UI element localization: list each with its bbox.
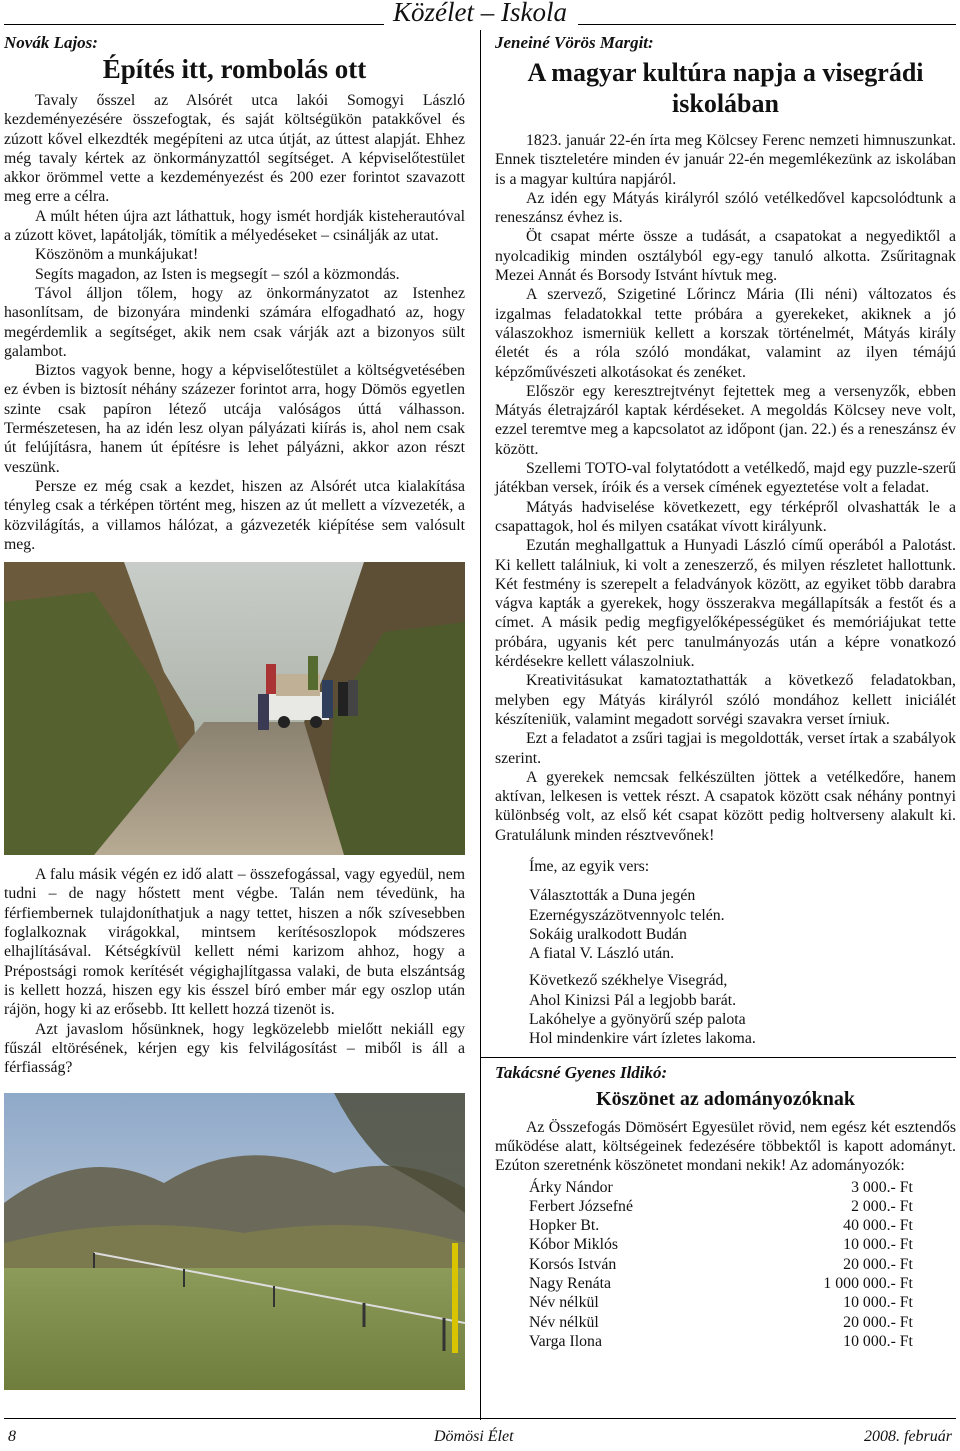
poem-line: A fiatal V. László után. — [529, 945, 675, 963]
poem-stanza — [529, 971, 956, 1048]
paragraph: Persze ez még csak a kezdet, hiszen az Alsórét utca kialakítása tényleg csak a térképen történt meg, hiszen az út mellett a vízvezeték, a közvilágítás, a villamos hálózat, a gázvezeték kiépítése sem valósult meg. — [4, 477, 465, 553]
section-rule — [481, 1057, 956, 1058]
poem-line: Választották a Duna jegén — [529, 887, 696, 905]
donor-amount: 20 000.- Ft — [843, 1255, 913, 1273]
donor-name: Árky Nándor — [529, 1178, 613, 1196]
donor-amount: 20 000.- Ft — [843, 1313, 913, 1331]
article-title: Építés itt, rombolás ott — [102, 54, 367, 84]
paragraph: Először egy keresztrejtvényt fejtettek meg a versenyzők, ebben Mátyás életrajzáról kaptak kérdéseket. A megoldás Kölcsey neve volt, ezzel teremtve meg a kapcsolatot az időpont (jan. 22.) és a reneszánsz év között. — [495, 382, 956, 458]
paragraph: Az idén egy Mátyás királyról szóló vetélkedővel kapcsolódtunk a reneszánsz évhez is. — [495, 189, 956, 227]
donor-row — [529, 1293, 913, 1312]
paragraph: Öt csapat mérte össze a tudását, a csapatokat a negyediktől a nyolcadikig minden osztályból egy-egy tanuló alkotta. Zsűritagnak Mezei Annát és Borsody Istvánt hívtuk meg. — [495, 228, 956, 285]
paragraph: Ezt a feladatot a zsűri tagjai is megoldották, verset írtak a szabályok szerint. — [495, 730, 956, 767]
poem-line: Hol mindenkire várt ízletes lakoma. — [529, 1030, 756, 1048]
poem-line: Ezernégyszázötvennyolc telén. — [529, 906, 725, 924]
donor-name: Ferbert Józsefné — [529, 1197, 633, 1215]
poem — [529, 857, 956, 1049]
article-body-continued — [4, 865, 465, 1077]
donor-name: Varga Ilona — [529, 1332, 602, 1350]
poem-line: Ahol Kinizsi Pál a legjobb barát. — [529, 991, 737, 1009]
donor-amount: 2 000.- Ft — [851, 1197, 913, 1215]
donor-name: Név nélkül — [529, 1294, 599, 1312]
paragraph: Köszönöm a munkájukat! — [35, 246, 199, 264]
road-photo-svg — [4, 562, 465, 855]
poem-stanza — [529, 886, 956, 963]
article-author: Novák Lajos: — [4, 33, 98, 52]
paragraph: 1823. január 22-én írta meg Kölcsey Ferenc nemzeti himnuszunkat. Ennek tiszteletére minden év január 22-én megemlékezünk az iskolában is a magyar kultúra napjáról. — [495, 132, 956, 188]
article-title: A magyar kultúra napja a visegrádi iskolában — [527, 58, 924, 118]
donor-name: Név nélkül — [529, 1313, 599, 1331]
page-header — [0, 0, 960, 30]
donor-amount: 10 000.- Ft — [843, 1294, 913, 1312]
issue-date: 2008. február — [864, 1428, 952, 1445]
fence-field-photo — [4, 1093, 465, 1390]
poem-intro: Íme, az egyik vers: — [529, 857, 650, 875]
paragraph: A múlt héten újra azt láthattuk, hogy ismét hordják kisteherautóval a zúzott követ, lapátolják, tömítik a mélyedéseket – csinálják az utat. — [4, 207, 465, 245]
paragraph: Tavaly ősszel az Alsórét utca lakói Somogyi László kezdeményezésére összefogtak, és saját költségükön patakkővel és zúzott kővel elkezdték megépíteni az utca útját, az úttest alapját. Ehhez még tavaly kértek az önkormányzattól segítséget. A képviselőtestület akkor örömmel vette a kezdeményezést és 200 ezer forintot szavazott meg erre a célra. — [4, 92, 465, 206]
section-title: Közélet – Iskola — [393, 0, 567, 27]
fence-photo-svg — [4, 1093, 465, 1390]
donor-amount: 40 000.- Ft — [843, 1217, 913, 1235]
poem-line: Sokáig uralkodott Budán — [529, 925, 687, 943]
page-footer — [4, 1418, 956, 1445]
paragraph: Kreativitásukat kamatoztathatták a következő feladatokban, melyben egy Mátyás királyról szóló mondához kellett iniciálét készíteniük, valamint megadott sorvégi szavakra verset írniuk. — [495, 672, 956, 728]
page-number: 8 — [8, 1428, 16, 1445]
article-author: Takácsné Gyenes Ildikó: — [495, 1062, 668, 1082]
right-column — [495, 30, 956, 1351]
donor-name: Hopker Bt. — [529, 1217, 600, 1235]
donor-row — [529, 1313, 913, 1332]
donor-name: Korsós István — [529, 1255, 617, 1273]
paragraph: Ezután meghallgattuk a Hunyadi László című operából a Palotást. Ki kellett találniuk, ki volt a zeneszerző, és milyen részletet hallottunk. Két festmény is szerepelt a feladványok között, az egyiket több darabra vágva kapták a gyerekek, hogy összerakva megállapítsák a festőt és a címet. A másik pedig megfigyelőképességüket és memóriájukat tette próbára, ugyanis két perc tanulmányozás után a képre vonatkozó kérdésekre kellett válaszolniuk. — [495, 537, 956, 671]
publication-name: Dömösi Élet — [434, 1428, 514, 1445]
donor-amount: 3 000.- Ft — [851, 1178, 913, 1196]
paragraph: Szellemi TOTO-val folytatódott a vetélkedő, majd egy puzzle-szerű játékban versek, íróik és a versek címének egyeztetése volt a feladat. — [495, 460, 956, 497]
donor-name: Nagy Renáta — [529, 1275, 612, 1293]
paragraph: Azt javaslom hősünknek, hogy legközelebb mielőtt nekiáll egy fűszál eltörésének, kérjen egy kis felvilágosítást – miből is áll a férfiasság? — [4, 1020, 465, 1077]
donor-name: Kóbor Miklós — [529, 1236, 619, 1254]
donor-row — [529, 1274, 913, 1293]
poem-line: Lakóhelye a gyönyörű szép palota — [529, 1011, 746, 1029]
article-body — [4, 91, 465, 554]
paragraph: Segíts magadon, az Isten is megsegít – szól a közmondás. — [35, 265, 400, 283]
poem-line: Következő székhelye Visegrád, — [529, 972, 728, 990]
donor-row — [529, 1332, 913, 1351]
paragraph: A falu másik végén ez idő alatt – összefogással, vagy egyedül, nem tudni – de nagy hőstett ment végbe. Talán nem tévedünk, ha férfiembernek tulajdoníthatjuk a nagy tettet, hiszen a nők szívesebben foglalkoznak virágokkal, mintsem kerítésoszlopok módszeres elhajlításával. Kétségkívül kellett némi karizom ahhoz, hogy a Prépostsági romok kerítését végighajlítgassa valaki, de buta elszántság is kellett hozzá, hiszen egy kis ésszel bíró ember már egy oszlop után rájön, hogy ki az erősebb. Itt kellett hozzá tizenöt is. — [4, 866, 465, 1019]
donor-row — [529, 1235, 913, 1254]
donor-amount: 1 000 000.- Ft — [823, 1275, 913, 1293]
column-divider — [480, 30, 481, 1420]
donor-amount: 10 000.- Ft — [843, 1332, 913, 1350]
paragraph: A gyerekek nemcsak felkészülten jöttek a vetélkedőre, hanem aktívan, lelkesen is vettek részt. A csapatok között csak néhány pontnyi különbség volt, az első két csapat között pedig holtverseny alakult ki. Gratulálunk minden résztvevőnek! — [495, 768, 956, 844]
donors-table — [529, 1178, 913, 1352]
paragraph: Távol álljon tőlem, hogy az önkormányzatot az Istenhez hasonlítsam, de bizonyára mindenki számára elfogadható az, hogy megérdemlik a segítséget, akik nem csak várják azt a bizonyos sült galambot. — [4, 284, 465, 360]
article-author: Jeneiné Vörös Margit: — [495, 33, 654, 52]
paragraph: Biztos vagyok benne, hogy a képviselőtestület a költségvetésében ez évben is biztosít néhány százezer forintot arra, hogy Dömös egyetlen szinte csak papíron létező utcája valóságos úttá válhasson. Természetesen, ha az idén lesz olyan pályázati kiírás is, ahol nem csak út felújításra, hanem út építésre is lehet pályázni, akkor azon részt veszünk. — [4, 362, 465, 476]
donor-row — [529, 1197, 913, 1216]
donor-row — [529, 1178, 913, 1197]
left-column — [4, 30, 465, 1390]
header-rule-right — [578, 24, 956, 25]
road-construction-photo — [4, 562, 465, 855]
article-body — [495, 131, 956, 845]
article-body — [495, 1118, 956, 1176]
donor-amount: 10 000.- Ft — [843, 1236, 913, 1254]
paragraph: A szervező, Szigetiné Lőrincz Mária (Ili néni) változatos és izgalmas feladatokkal tette próbára a gyerekeket, akiknek a jó válaszokhoz ismerniük kellett a korszak történelmét, Mátyás király életét és a róla szóló mondákat, valamint az ilyen témájú képzőművészeti alkotásokat és zenéket. — [495, 286, 956, 381]
article-title: Köszönet az adományozóknak — [596, 1087, 855, 1110]
donor-row — [529, 1216, 913, 1235]
donor-row — [529, 1255, 913, 1274]
paragraph: Az Összefogás Dömösért Egyesület rövid, nem egész két esztendős működése alatt, költségeinek fedezésére többektől is kapott adományt. Ezúton szeretnénk köszönetet mondani nekik! Az adományozók: — [495, 1118, 956, 1175]
paragraph: Mátyás hadviselése következett, egy térképről olvashatták le a csapattagok, hol és milyen csatákat vívott királyunk. — [495, 498, 956, 535]
